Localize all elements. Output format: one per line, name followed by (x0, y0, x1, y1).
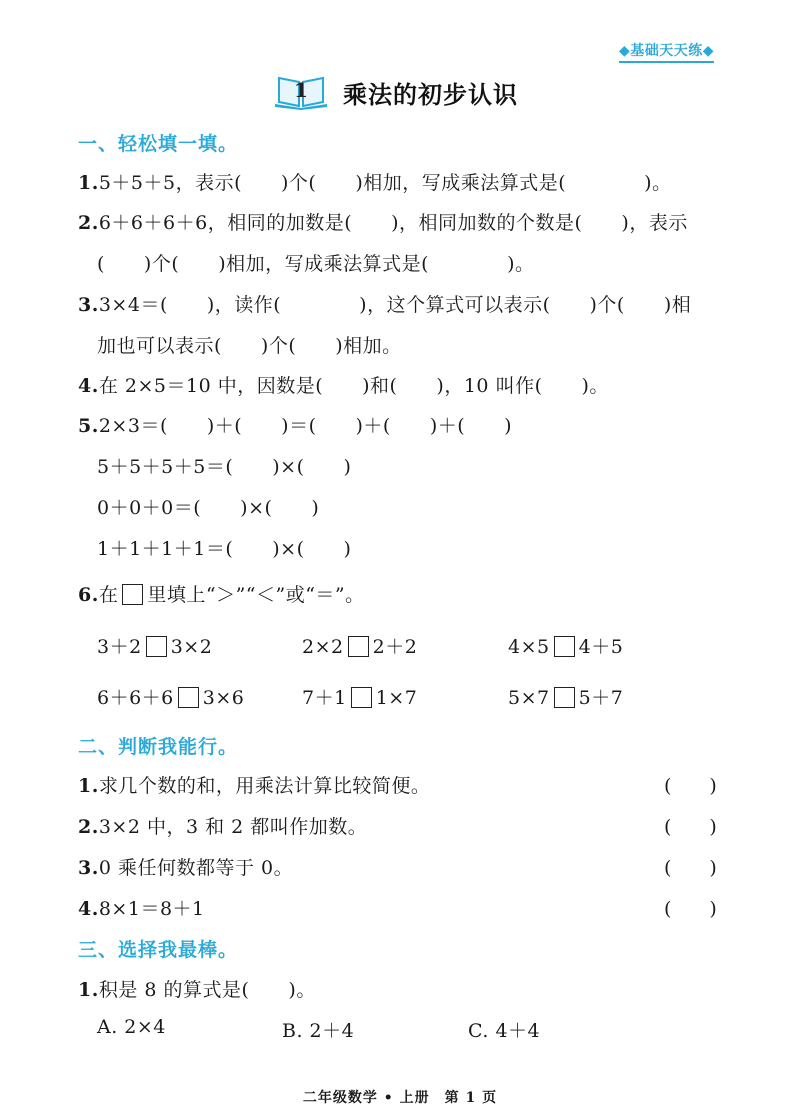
choice-option-b[interactable]: B. 2＋4 (282, 1020, 355, 1042)
answer-box[interactable] (554, 636, 575, 657)
compare-item: 7＋1 1×7 (302, 687, 418, 709)
book-number: 1 (294, 78, 308, 102)
choice-option-c[interactable]: C. 4＋4 (468, 1020, 541, 1042)
answer-box[interactable] (351, 687, 372, 708)
page-title-block (273, 72, 518, 112)
answer-box-sample (122, 584, 143, 605)
section-heading-choice: 三、选择我最棒。 (78, 939, 239, 961)
page-footer: 二年级数学 • 上册 第 1 页 (302, 1090, 498, 1106)
answer-box[interactable] (348, 636, 369, 657)
judge-answer-paren[interactable]: ( ) (664, 898, 717, 920)
answer-box[interactable] (554, 687, 575, 708)
answer-box[interactable] (178, 687, 199, 708)
compare-item: 4×5 4＋5 (508, 636, 624, 658)
judge-answer-paren[interactable]: ( ) (664, 857, 717, 879)
q1-6: 6.在 里填上“＞”“＜”或“＝”。 (78, 584, 365, 606)
q1-4: 4.在 2×5＝10 中，因数是( )和( )，10 叫作( )。 (78, 375, 609, 397)
q1-5-line3: 0＋0＋0＝( )×( ) (97, 497, 320, 519)
compare-item: 5×7 5＋7 (508, 687, 624, 709)
choice-question: 1.积是 8 的算式是( )。 (78, 979, 316, 1001)
book-icon (273, 74, 329, 110)
compare-item: 6＋6＋6 3×6 (97, 687, 245, 709)
answer-box[interactable] (146, 636, 167, 657)
section-heading-judge: 二、判断我能行。 (78, 736, 239, 758)
q1-5-line1: 5.2×3＝( )＋( )＝( )＋( )＋( ) (78, 415, 513, 437)
judge-item: 1.求几个数的和，用乘法计算比较简便。 (78, 775, 431, 797)
judge-answer-paren[interactable]: ( ) (664, 816, 717, 838)
judge-item: 4.8×1＝8＋1 (78, 898, 205, 920)
q1-5-line2: 5＋5＋5＋5＝( )×( ) (97, 456, 352, 478)
page-title: 乘法的初步认识 (343, 80, 518, 109)
judge-item: 3.0 乘任何数都等于 0。 (78, 857, 294, 879)
choice-option-a[interactable]: A. 2×4 (97, 1016, 166, 1038)
q1-3-line1: 3.3×4＝( )，读作( )，这个算式可以表示( )个( )相 (78, 294, 692, 316)
compare-item: 3＋2 3×2 (97, 636, 213, 658)
q1-5-line4: 1＋1＋1＋1＝( )×( ) (97, 538, 352, 560)
q1-1: 1.5＋5＋5，表示( )个( )相加，写成乘法算式是( )。 (78, 172, 672, 194)
q1-3-line2: 加也可以表示( )个( )相加。 (97, 335, 402, 357)
compare-item: 2×2 2＋2 (302, 636, 418, 658)
q1-2-line2: ( )个( )相加，写成乘法算式是( )。 (97, 253, 535, 275)
series-badge: ◆基础天天练◆ (619, 40, 714, 63)
q1-2-line1: 2.6＋6＋6＋6，相同的加数是( )，相同加数的个数是( )，表示 (78, 212, 688, 234)
judge-answer-paren[interactable]: ( ) (664, 775, 717, 797)
judge-item: 2.3×2 中，3 和 2 都叫作加数。 (78, 816, 368, 838)
section-heading-fill: 一、轻松填一填。 (78, 133, 239, 155)
